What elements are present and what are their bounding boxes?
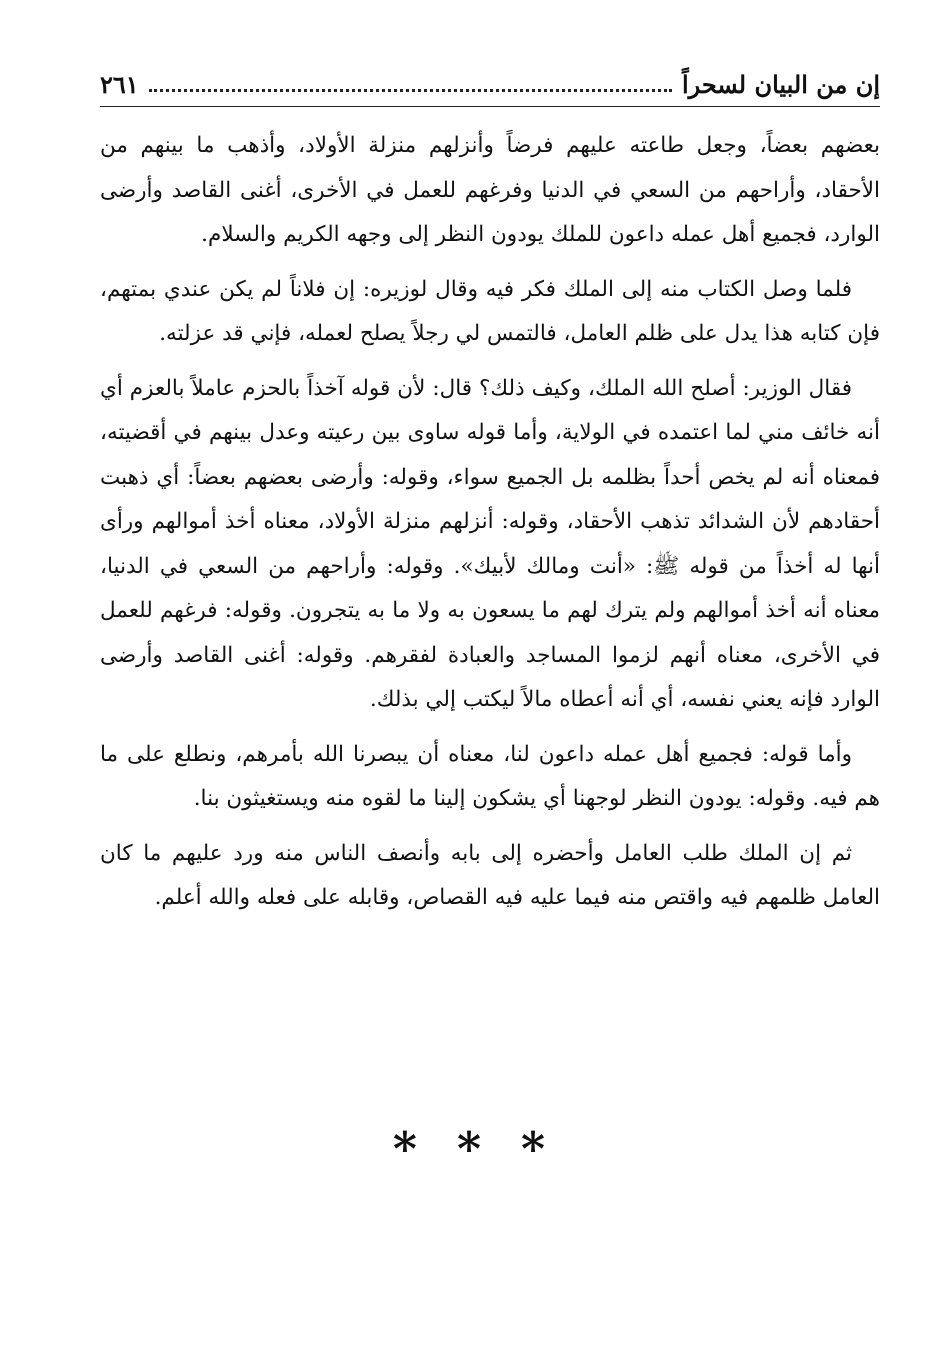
paragraph-2: فلما وصل الكتاب منه إلى الملك فكر فيه وقال لوزيره: إن فلاناً لم يكن عندي بمتهم، فإن كتابه هذا يدل على ظلم العامل، فالتمس لي رجلاً يصلح لعمله، فإني قد عزلته. — [100, 276, 880, 346]
section-separator: * * * — [392, 1122, 558, 1176]
header-title: إن من البيان لسحراً — [681, 69, 880, 99]
paragraph-5: ثم إن الملك طلب العامل وأحضره إلى بابه وأنصف الناس منه ورد عليهم ما كان العامل ظلمهم فيه واقتص منه فيما عليه فيه القصاص، وقابله على فعله والله أعلم. — [100, 840, 880, 910]
running-header — [100, 62, 880, 107]
page-number: ٢٦١ — [100, 69, 139, 99]
page-body — [100, 124, 880, 931]
paragraph-4: وأما قوله: فجميع أهل عمله داعون لنا، معناه أن يبصرنا الله بأمرهم، ونطلع على ما هم فيه. وقوله: يودون النظر لوجهنا أي يشكون إلينا ما لقوه منه ويستغيثون بنا. — [100, 741, 880, 811]
header-dot-leader — [149, 89, 672, 92]
paragraph-3: فقال الوزير: أصلح الله الملك، وكيف ذلك؟ قال: لأن قوله آخذاً بالحزم عاملاً بالعزم أي أنه خائف مني لما اعتمده في الولاية، وأما قوله ساوى بين رعيته وعدل بينهم في أقضيته، فمعناه أنه لم يخص أحداً بظلمه بل الجميع سواء، وقوله: وأرضى بعضهم بعضاً: أي ذهبت أحقادهم لأن الشدائد تذهب الأحقاد، وقوله: أنزلهم منزلة الأولاد، معناه أخذ أموالهم ورأى أنها له أخذاً من قوله ﷺ: «أنت ومالك لأبيك». وقوله: وأراحهم من السعي في الدنيا، معناه أنه أخذ أموالهم ولم يترك لهم ما يسعون به ولا ما به يتجرون. وقوله: فرغهم للعمل في الأخرى، معناه أنهم لزموا المساجد والعبادة لفقرهم. وقوله: أغنى القاصد وأرضى الوارد فإنه يعني نفسه، أي أنه أعطاه مالاً ليكتب إلي بذلك. — [100, 375, 880, 712]
paragraph-1: بعضهم بعضاً، وجعل طاعته عليهم فرضاً وأنزلهم منزلة الأولاد، وأذهب ما بينهم من الأحقاد، وأراحهم من السعي في الدنيا وفرغهم للعمل في الأخرى، أغنى القاصد وأرضى الوارد، فجميع أهل عمله داعون للملك يودون النظر إلى وجهه الكريم والسلام. — [100, 133, 880, 247]
